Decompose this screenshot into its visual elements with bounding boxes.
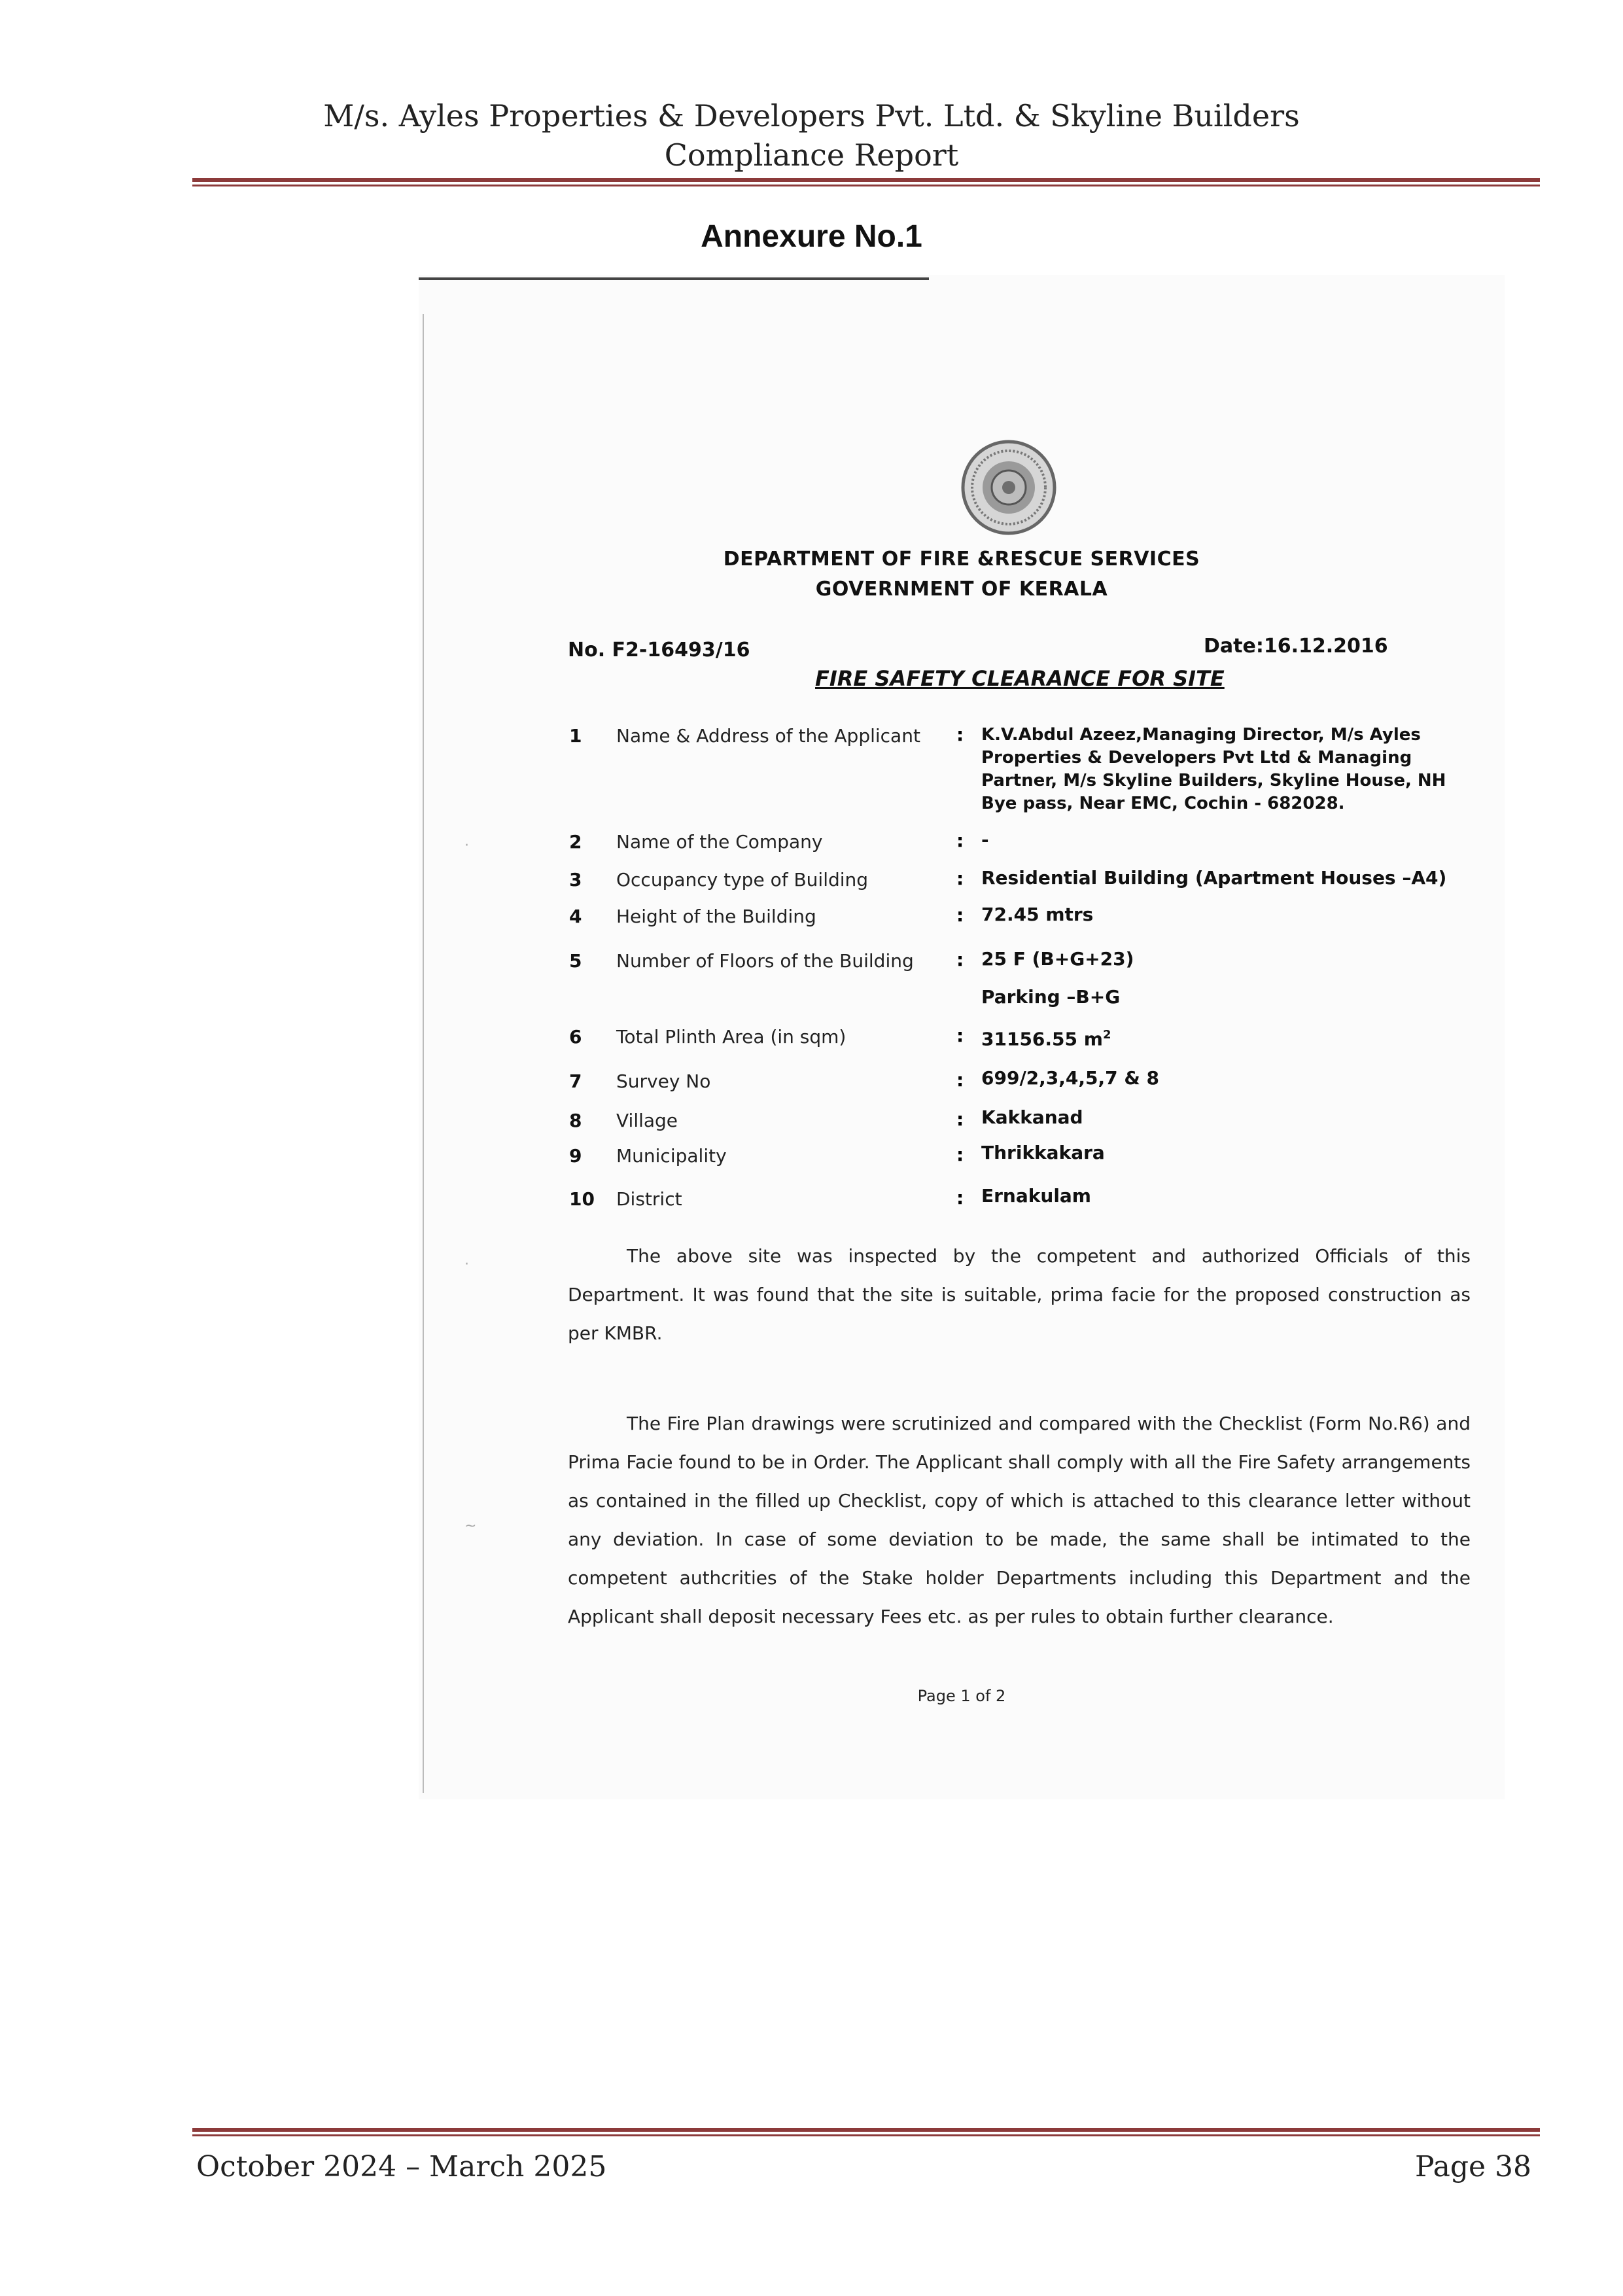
row-value: Thrikkakara <box>981 1142 1105 1163</box>
row-number: 5 <box>569 950 582 972</box>
row-label: Name & Address of the Applicant <box>616 725 920 747</box>
scanned-clearance-document <box>419 275 1505 1799</box>
plinth-area-value: 31156.55 m <box>981 1028 1103 1050</box>
row-label: District <box>616 1188 682 1210</box>
inspection-paragraph: The above site was inspected by the competent and authorized Officials of this Department. It was found that the site is suitable, prima facie for the proposed construction as per KMBR. <box>568 1245 1471 1344</box>
row-value <box>981 1023 1465 1051</box>
document-date: Date:16.12.2016 <box>1204 635 1388 658</box>
government-emblem-icon <box>960 438 1058 537</box>
row-colon: : <box>956 1144 964 1165</box>
government-name: GOVERNMENT OF KERALA <box>815 578 1108 601</box>
row-colon: : <box>956 830 964 851</box>
plinth-area-superscript: 2 <box>1102 1028 1111 1042</box>
row-value-secondary: Parking –B+G <box>981 986 1121 1008</box>
row-value: 72.45 mtrs <box>981 904 1094 925</box>
row-colon: : <box>956 1108 964 1130</box>
scan-left-edge <box>423 314 424 1793</box>
header-rule-thin <box>192 185 1540 186</box>
row-colon: : <box>956 1069 964 1091</box>
report-period: October 2024 – March 2025 <box>196 2150 607 2183</box>
row-number: 3 <box>569 869 582 891</box>
row-colon: : <box>956 1187 964 1209</box>
row-value: K.V.Abdul Azeez,Managing Director, M/s Ayles Properties & Developers Pvt Ltd & Managing Partner, M/s Skyline Builders, Skyline House, NH Bye pass, Near EMC, Cochin - 682028. <box>981 725 1446 813</box>
department-heading <box>419 544 1505 605</box>
row-value: Ernakulam <box>981 1185 1091 1207</box>
row-label: Number of Floors of the Building <box>616 950 914 972</box>
annexure-title: Annexure No.1 <box>701 219 922 254</box>
row-number: 1 <box>569 725 582 747</box>
footer-rule-thin <box>192 2134 1540 2136</box>
scan-speck: ~ <box>464 1518 477 1534</box>
row-number: 4 <box>569 906 582 927</box>
row-number: 10 <box>569 1188 595 1210</box>
row-label: Total Plinth Area (in sqm) <box>616 1026 846 1048</box>
row-number: 7 <box>569 1070 582 1092</box>
clearance-title: FIRE SAFETY CLEARANCE FOR SITE <box>815 666 1225 691</box>
department-name: DEPARTMENT OF FIRE &RESCUE SERVICES <box>723 548 1200 571</box>
row-value: 699/2,3,4,5,7 & 8 <box>981 1067 1160 1089</box>
row-value: Kakkanad <box>981 1106 1083 1128</box>
row-colon: : <box>956 724 964 745</box>
row-label: Village <box>616 1110 678 1131</box>
row-colon: : <box>956 904 964 926</box>
document-page-number: Page 1 of 2 <box>917 1687 1006 1705</box>
reference-number: No. F2-16493/16 <box>568 639 750 662</box>
report-header-subtitle: Compliance Report <box>664 137 959 173</box>
row-colon: : <box>956 1025 964 1046</box>
page-number: Page 38 <box>1414 2150 1531 2183</box>
row-colon: : <box>956 949 964 970</box>
row-value: - <box>981 829 989 851</box>
row-number: 8 <box>569 1110 582 1131</box>
report-header-title: M/s. Ayles Properties & Developers Pvt. Ltd. & Skyline Builders <box>323 98 1300 133</box>
scan-speck: · <box>464 1256 469 1273</box>
scan-top-edge <box>419 277 929 280</box>
fire-plan-paragraph: The Fire Plan drawings were scrutinized and compared with the Checklist (Form No.R6) and Prima Facie found to be in Order. The Applicant shall comply with all the Fire Safety arrangements as contained in the filled up Checklist, copy of which is attached to this clearance letter without any deviation. In case of some deviation to be made, the same shall be intimated to the competent authcrities of the Stake holder Departments including this Department and the Applicant shall deposit necessary Fees etc. as per rules to obtain further clearance. <box>568 1413 1471 1627</box>
row-number: 2 <box>569 831 582 853</box>
row-label: Occupancy type of Building <box>616 869 869 891</box>
footer-rule <box>192 2128 1540 2132</box>
row-label: Municipality <box>616 1145 727 1167</box>
row-number: 6 <box>569 1026 582 1048</box>
row-label: Height of the Building <box>616 906 816 927</box>
scan-speck: · <box>464 838 469 854</box>
header-rule <box>192 178 1540 182</box>
row-value: 25 F (B+G+23) <box>981 948 1134 970</box>
row-colon: : <box>956 868 964 889</box>
row-value: Residential Building (Apartment Houses –A4) <box>981 867 1447 889</box>
row-label: Name of the Company <box>616 831 823 853</box>
row-number: 9 <box>569 1145 582 1167</box>
row-label: Survey No <box>616 1070 711 1092</box>
